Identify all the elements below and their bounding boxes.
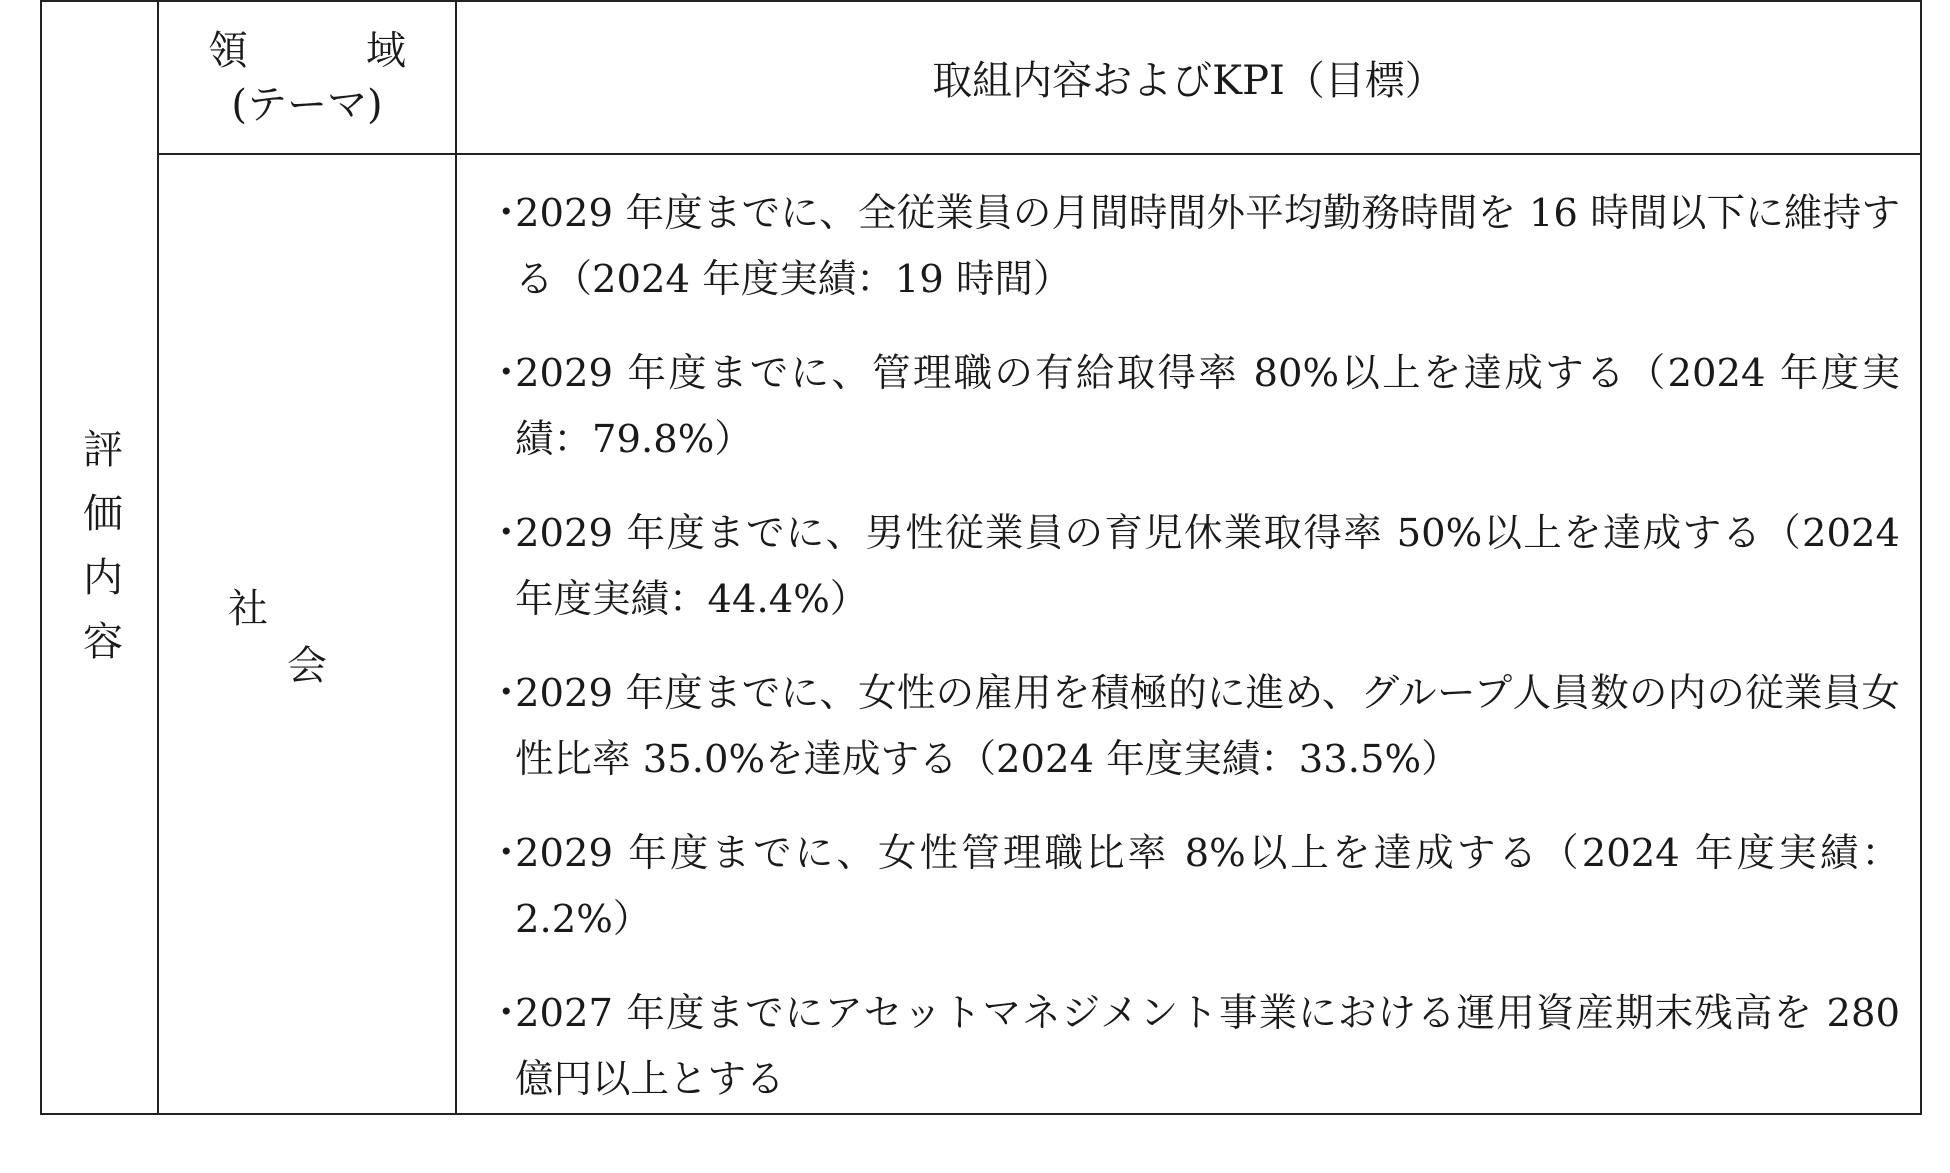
kpi-item-2 bbox=[487, 341, 1900, 473]
bullet-icon: ・ bbox=[487, 511, 526, 556]
bullet-icon: ・ bbox=[487, 351, 526, 396]
area-header-title: 領域 bbox=[208, 27, 524, 74]
kpi-item-1 bbox=[487, 181, 1900, 313]
evaluation-label: 評価内容 bbox=[76, 427, 123, 684]
bullet-icon: ・ bbox=[487, 991, 526, 1036]
kpi-item-text: 2029 年度までに、女性管理職比率 8%以上を達成する（2024 年度実績：2.2%） bbox=[515, 831, 1900, 942]
bullet-icon: ・ bbox=[487, 831, 526, 876]
area-header-cell bbox=[158, 1, 524, 154]
kpi-item-5 bbox=[487, 821, 1900, 953]
kpi-list bbox=[487, 181, 1900, 1113]
kpi-item-6 bbox=[487, 981, 1900, 1113]
kpi-header-cell bbox=[456, 1, 1921, 154]
area-value: 社会 bbox=[228, 586, 445, 689]
kpi-content-cell bbox=[456, 154, 1921, 1114]
area-header-subtitle: (テーマ) bbox=[231, 81, 383, 128]
kpi-item-text: 2029 年度までに、女性の雇用を積極的に進め、グループ人員数の内の従業員女性比率 35.0%を達成する（2024 年度実績：33.5%） bbox=[515, 671, 1900, 782]
bullet-icon: ・ bbox=[487, 671, 526, 716]
kpi-header-label: 取組内容およびKPI（目標） bbox=[932, 58, 1445, 104]
bullet-icon: ・ bbox=[487, 191, 526, 236]
kpi-item-4 bbox=[487, 661, 1900, 793]
kpi-item-text: 2029 年度までに、管理職の有給取得率 80%以上を達成する（2024 年度実績：79.8%） bbox=[515, 351, 1900, 462]
content-row bbox=[41, 154, 1921, 1114]
kpi-table bbox=[40, 0, 1922, 1115]
kpi-item-text: 2029 年度までに、男性従業員の育児休業取得率 50%以上を達成する（2024 年度実績：44.4%） bbox=[515, 511, 1900, 622]
area-value-cell bbox=[158, 154, 456, 1114]
kpi-item-text: 2029 年度までに、全従業員の月間時間外平均勤務時間を 16 時間以下に維持する（2024 年度実績：19 時間） bbox=[515, 191, 1900, 302]
kpi-item-text: 2027 年度までにアセットマネジメント事業における運用資産期末残高を 280 億円以上とする bbox=[515, 991, 1900, 1102]
header-row bbox=[41, 1, 1921, 154]
kpi-item-3 bbox=[487, 501, 1900, 633]
evaluation-cell bbox=[41, 1, 158, 1114]
